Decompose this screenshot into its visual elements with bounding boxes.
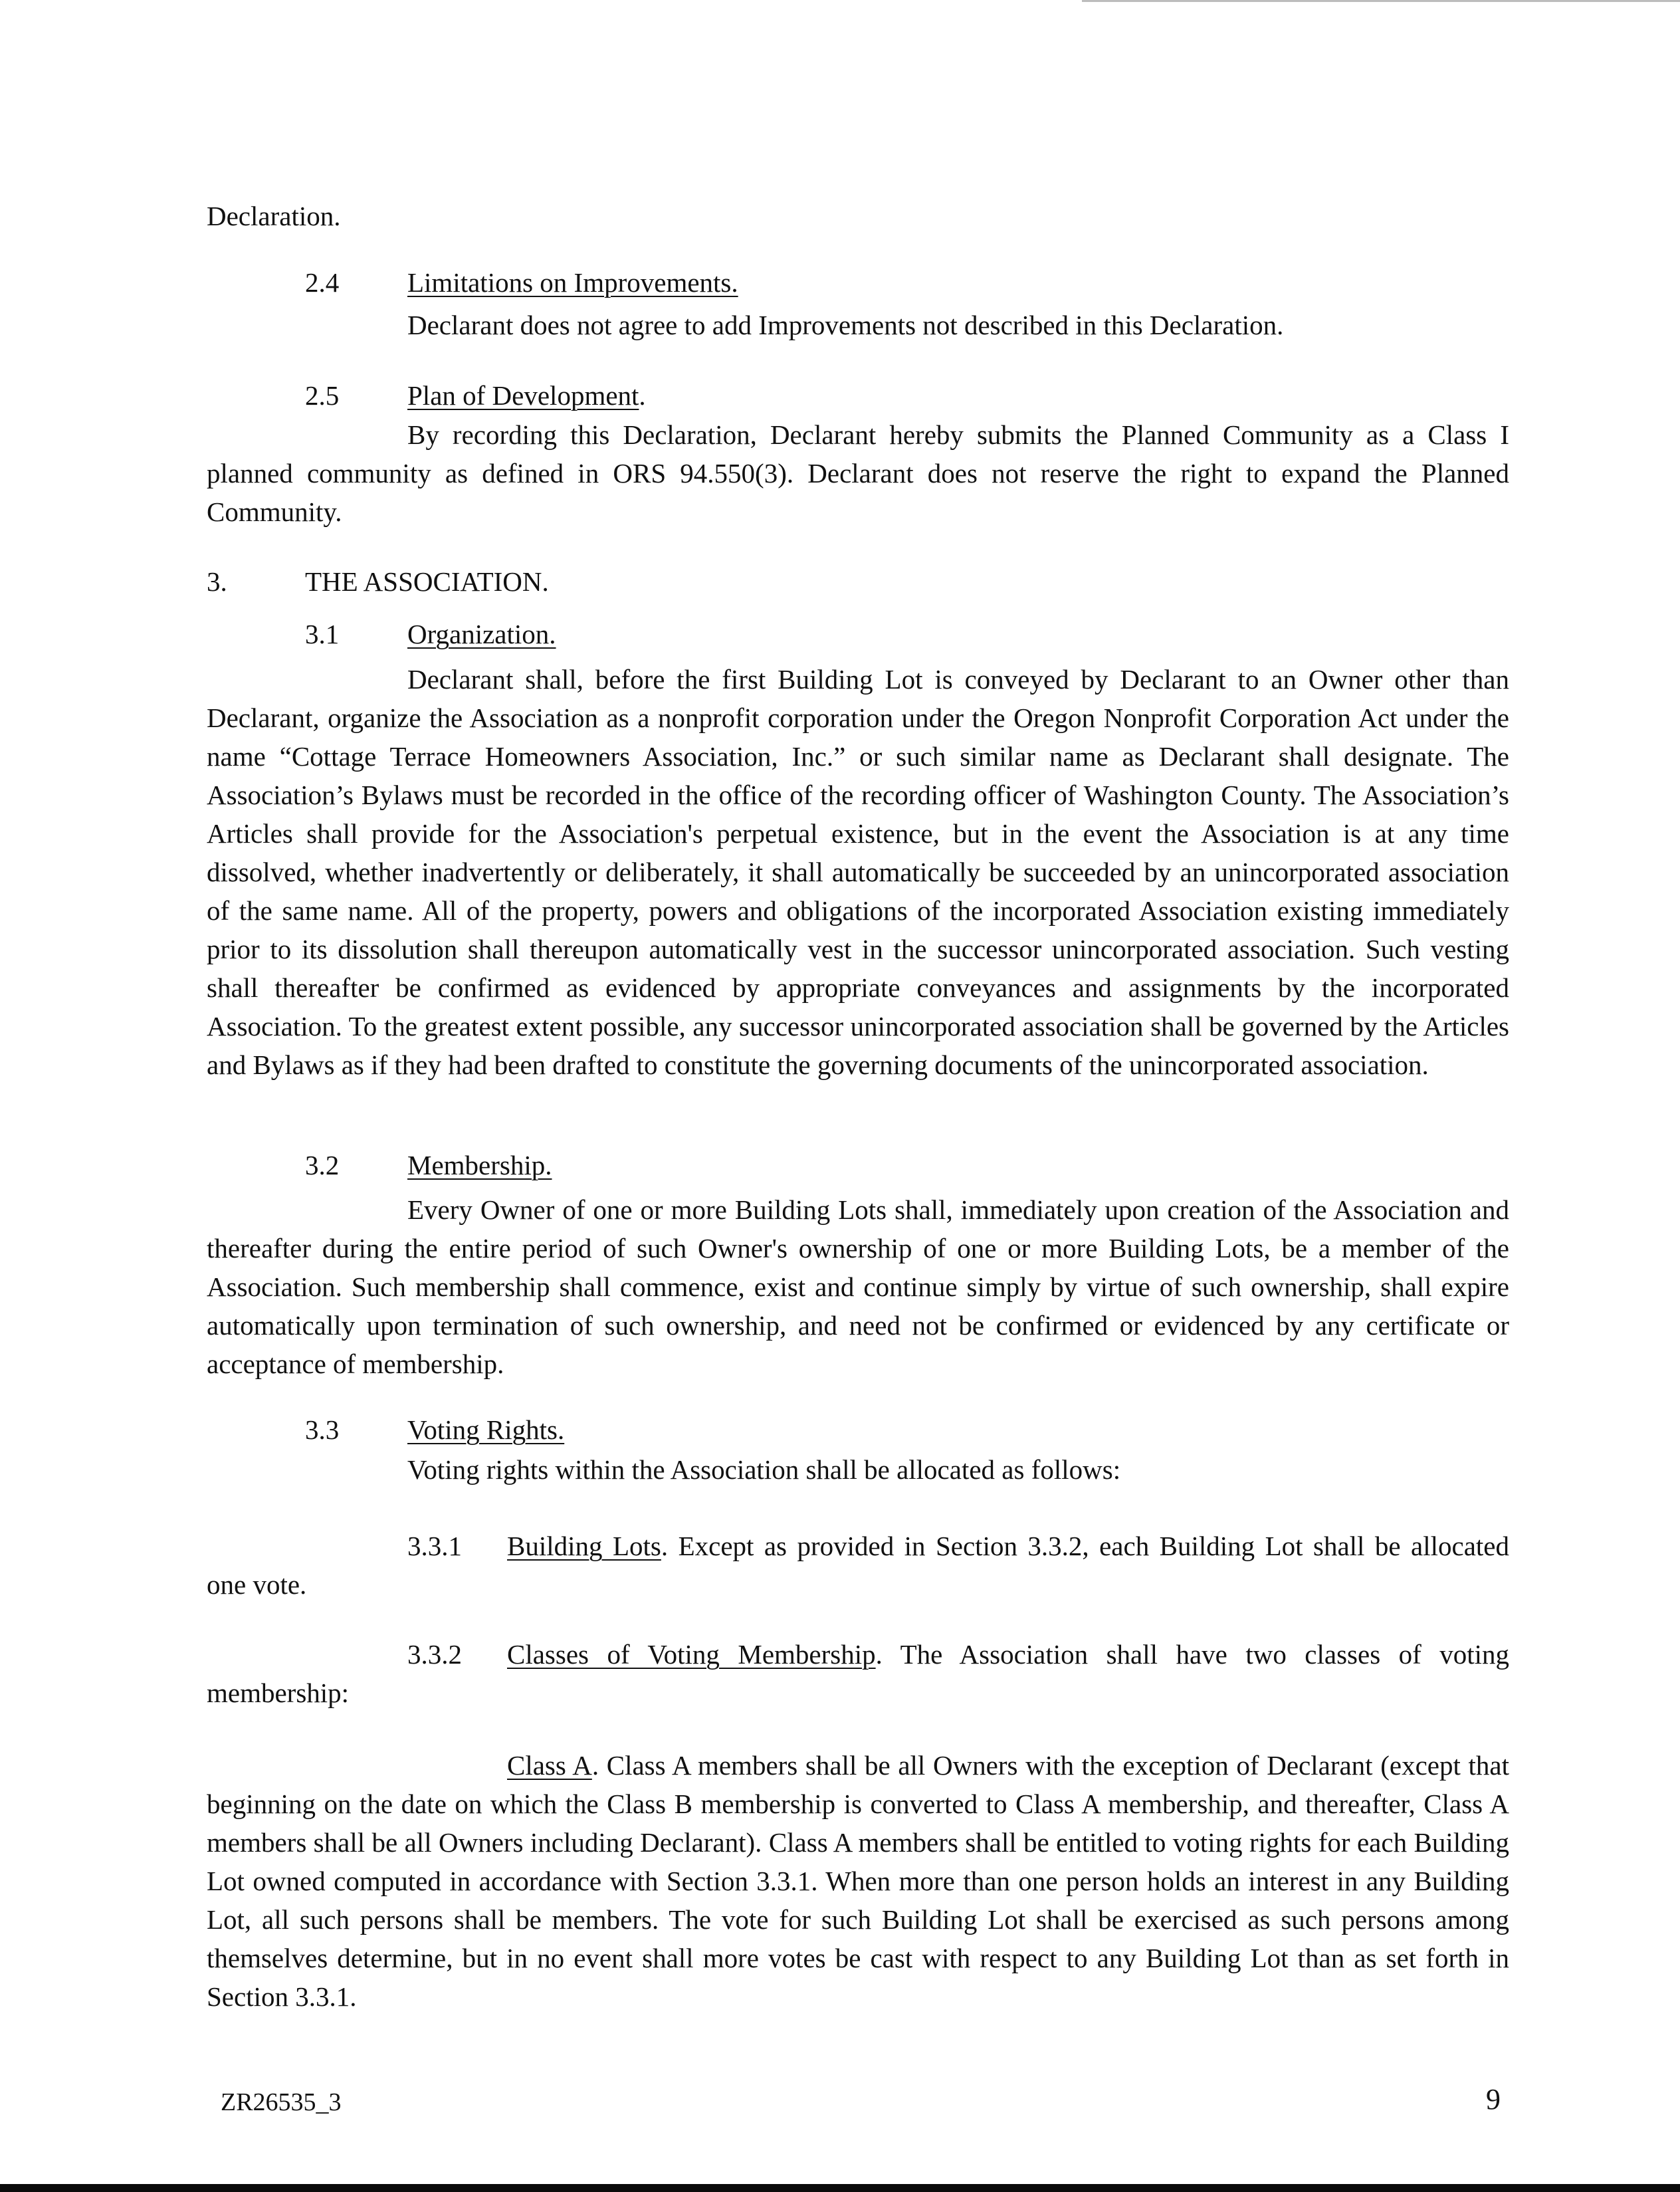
section-3-1-number: 3.1 — [305, 619, 340, 649]
section-3-title: THE ASSOCIATION. — [305, 566, 549, 597]
section-2-5-heading — [407, 376, 646, 415]
section-2-4-title: Limitations on Improvements. — [407, 267, 738, 298]
section-3-3-1-number: 3.3.1 — [407, 1531, 462, 1561]
section-3-number: 3. — [207, 566, 227, 597]
section-2-5-title-suffix: . — [639, 380, 646, 411]
section-3-3-2 — [207, 1635, 1509, 1712]
section-3-3-title: Voting Rights. — [407, 1414, 565, 1445]
section-2-5-number: 2.5 — [305, 380, 340, 411]
section-3-2-body: Every Owner of one or more Building Lots shall, immediately upon creation of the Association and thereafter during the entire period of such Owner's ownership of one or more Building Lots, be a member of the Association. Such membership shall commence, exist and continue simply by virtue of such ownership, shall expire automatically upon termination of such ownership, and need not be confirmed or evidenced by any certificate or acceptance of membership. — [207, 1194, 1509, 1379]
section-3-3-2-body: . The Association shall have two classes of voting membership: — [207, 1639, 1509, 1708]
class-a-title: Class A — [507, 1750, 592, 1781]
section-3-2-title: Membership. — [407, 1150, 552, 1180]
scan-bottom-edge — [0, 2184, 1680, 2192]
section-3-3-number: 3.3 — [305, 1414, 340, 1445]
section-2-4-number: 2.4 — [305, 267, 340, 298]
section-3-3-1-title: Building Lots — [507, 1531, 661, 1561]
class-a-body: . Class A members shall be all Owners with the exception of Declarant (except that beginning on the date on which the Class B membership is converted to Class A membership, and thereafter, Class A members shall be all Owners including Declarant). Class A members shall be entitled to voting rights for each Building Lot owned computed in accordance with Section 3.3.1. When more than one person holds an interest in any Building Lot, all such persons shall be members. The vote for such Building Lot shall be exercised as such persons among themselves determine, but in no event shall more votes be cast with respect to any Building Lot than as set forth in Section 3.3.1. — [207, 1750, 1509, 2012]
class-a-paragraph — [207, 1746, 1509, 2016]
section-3-1-title: Organization. — [407, 619, 556, 649]
section-2-4-body: Declarant does not agree to add Improvements not described in this Declaration. — [407, 310, 1284, 340]
section-3-2-number: 3.2 — [305, 1150, 340, 1180]
section-3-1-body: Declarant shall, before the first Building Lot is conveyed by Declarant to an Owner other than Declarant, organize the Association as a nonprofit corporation under the Oregon Nonprofit Corporation Act under the name “Cottage Terrace Homeowners Association, Inc.” or such similar name as Declarant shall designate. The Association’s Bylaws must be recorded in the office of the recording officer of Washington County. The Association’s Articles shall provide for the Association's perpetual existence, but in the event the Association is at any time dissolved, whether inadvertently or deliberately, it shall automatically be succeeded by an unincorporated association of the same name. All of the property, powers and obligations of the incorporated Association existing immediately prior to its dissolution shall thereupon automatically vest in the successor unincorporated association. Such vesting shall thereafter be confirmed as evidenced by appropriate conveyances and assignments by the incorporated Association. To the greatest extent possible, any successor unincorporated association shall be governed by the Articles and Bylaws as if they had been drafted to constitute the governing documents of the unincorporated association. — [207, 664, 1509, 1080]
section-3-3-1-body: . Except as provided in Section 3.3.2, each Building Lot shall be allocated one vote. — [207, 1531, 1509, 1600]
scan-top-edge — [1082, 0, 1680, 2]
section-3-3-1 — [207, 1527, 1509, 1604]
footer-page-number: 9 — [1486, 2083, 1501, 2116]
intro-word: Declaration. — [207, 201, 341, 231]
section-3-3-2-number: 3.3.2 — [407, 1639, 462, 1670]
section-2-5-title: Plan of Development — [407, 380, 639, 411]
footer-doc-id: ZR26535_3 — [221, 2088, 342, 2116]
section-2-5-body: By recording this Declaration, Declarant hereby submits the Planned Community as a Class I planned community as defined in ORS 94.550(3). Declarant does not reserve the right to expand the Planned Community. — [207, 419, 1509, 527]
section-3-3-2-title: Classes of Voting Membership — [507, 1639, 876, 1670]
section-3-3-body: Voting rights within the Association shall be allocated as follows: — [407, 1454, 1121, 1485]
